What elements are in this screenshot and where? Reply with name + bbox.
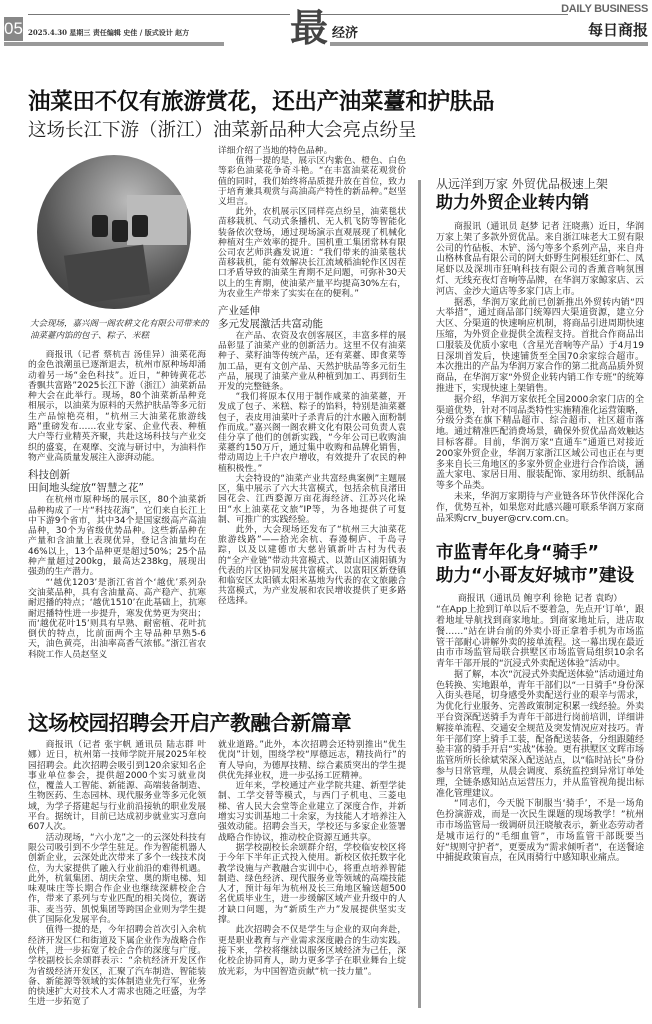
paragraph: “‘越优1203’是浙江省首个‘越优’系列杂交油菜品种，具有含油量高、高产稳产、抗寒耐迟播的特点；‘越优1510’在此基础上，抗寒耐迟播特性进一步提升，寒发优势更为突出；而‘越优花叶15’则具有早熟、耐密植、花叶抗倒伏的特点，比前面两个主导品种早熟5-6天，油色黄亮，出油率高香气浓郁。”浙江省农科院工作人员赵坚义 — [28, 577, 206, 660]
section-logo: 最 — [290, 5, 329, 50]
article3-headline — [436, 542, 644, 588]
paragraph: 据学校副校长余颂群介绍，学校临安校区将于今年下半年正式投入使用。新校区依托数字化教学设施与产教融合实训中心，将重点培养智能制造、绿色经济、现代服务业等领域的高端技能人才，预计每年为杭州及长三角地区输送超500名优质毕业生，进一步缓解区域产业升级中的人才缺口问题，为“新质生产力”发展提供坚实支撑。 — [218, 842, 406, 926]
right-column — [436, 176, 644, 864]
paragraph: 商报讯（通讯员 赵梦 记者 汪晓燕）近日，华润万家上架了多款外贸优品。来自浙江味老大工贸有限公司的竹砧板、木铲、汤勺等多个系列产品，来自舟山格林食品有限公司的阿大虾野生阿根廷红虾仁、凤尾虾以及深圳市狂响科技有限公司的香薰音响氛围灯、无线充夜灯音响等品牌，在华润万家鲸家店、云河店、金沙大道店等多家门店上市。 — [436, 222, 644, 297]
article1-column-1 — [28, 350, 206, 700]
paragraph: 就业道路。”此外，本次招聘会还特别推出“优生优岗”计划，围绕学校“厚德远志，精技尚行”的育人导向，为德厚技精、综合素质突出的学生提供优先择业权，进一步弘扬工匠精神。 — [218, 740, 406, 781]
article3-headline-line1: 市监青年化身“骑手” — [436, 543, 600, 564]
issue-meta: 2025.4.30 星期三 责任编辑 史佳 / 版式设计 赵方 — [28, 28, 190, 37]
brand-chinese: 每日商报 — [587, 21, 648, 39]
article1-subheadline: 这场长江下游（浙江）油菜新品种大会亮点纷呈 — [28, 120, 417, 141]
section-heading: 产业延伸 — [218, 305, 260, 318]
header-rule — [28, 14, 290, 15]
photo-caption: 大会现场，嘉兴阁一阁农耕文化有限公司带来的油菜薹内馅的包子、粽子、米糕 — [30, 319, 209, 341]
paragraph: 大会特设的“油菜产业共富经典案例”主题展区，集中展示了六大共富模式，包括余杭良渚田园花会、江西婺源万亩花海经济、江苏兴化垛田“水上油菜花文旅”IP等，为各地提供了可复制、可推广的实践经验。 — [218, 473, 406, 525]
photo-jar — [112, 220, 128, 242]
header-band — [4, 42, 224, 46]
paragraph: 据悉，华润万家此前已创新推出外贸转内销“四大举措”，通过商品部门统筹四大渠道资源，建立分大区、分渠道的快速响应机制，将商品引进周期快速压缩，为外贸企业提供全流程支持。首批合作商品出口服装及优质小家电（含星光音响等产品）于4月19日深圳首发后，快速铺货至全国70余家综合超市。本次推出的产品为华润万家合作的第二批高品质外贸商品，在华润万家“外贸企业转内销工作专班”的统筹推进下，实现快速上架销售。 — [436, 297, 644, 394]
article3-headline-line2: 助力“小哥友好城市”建设 — [436, 566, 635, 587]
header-band — [330, 42, 648, 46]
section-name: 经济 — [332, 26, 359, 41]
paragraph: 此外，农机展示区同样亮点纷呈，油菜毯状苗移栽机、气动式条播机、无人机飞防等智能化装备依次登场，通过现场演示直观展现了机械化种植对生产效率的提升。国机重工集团常林有限公司农艺师洪鑫发说道：“我们带来的油菜毯状苗移栽机，能有效解决长江流域稻油轮作区因茬口矛盾导致的油菜生育期不足问题，可弥补30天以上的生育期，使油菜产量平均提高30%左右，为农业生产带来了实实在在的便利。” — [218, 207, 406, 299]
article1-column-2 — [218, 146, 406, 607]
article1-photo — [37, 155, 191, 309]
paragraph: “同志们，今天脱下制服当‘骑手’，不是一场角色扮演游戏，而是一次民生课题的现场教学！”杭州市市场监管局一级调研员汪晓敏表示，新业态劳动者是城市运行的“毛细血管”，市场监管干部既要当好“规则守护者”，更要成为“需求倾听者”，在送餐途中捕捉政策盲点，在风雨骑行中感知职业痛点。 — [436, 799, 644, 864]
paragraph: 商报讯（记者 张宇帆 通讯员 陆志群 叶娜）近日，杭州第一技师学院开展2025年校园招聘会。此次招聘会吸引到120余家知名企事业单位参会，提供超2000个实习就业岗位，覆盖人工智能、新能源、高端装备制造、生物医药、生态园林、现代服务业等多元化领域，为学子搭建起与行业前沿接轨的职业发展平台。据统计，目前已达成初步就业实习意向607人次。 — [28, 740, 206, 833]
paragraph: “在App上抢到订单以后不要着急，先点开‘订单’，跟着地址导航找到商家地址。到商家地址后，进店取餐……”站在讲台前的外卖小哥正拿着手机为市场监管干部耐心讲解外卖的接单流程。这一幕出现在最近由市市场监管局联合拱墅区市场监管局组织10余名青年干部开展的“沉浸式外卖配送体验”活动中。 — [436, 605, 644, 670]
paragraph: 此次招聘会不仅是学生与企业的双向奔赴，更是职业教育与产业需求深度融合的生动实践。接下来，学校将继续以服务区域经济为己任，深化校企协同育人，助力更多学子在职业舞台上绽放光彩，为中国智造贡献“杭一技力量”。 — [218, 925, 406, 977]
section-heading: 多元发展激活共富动能 — [218, 318, 323, 331]
paragraph: 活动现场，“六小龙”之一的云深处科技有限公司吸引到不少学生驻足。作为智能机器人创新企业，云深处此次带来了多个一线技术岗位，为大家提供了融入行业前沿的难得机遇。此外，杭氧集团、胡庆余堂、奥的斯电梯、知味观味庄等长期合作企业也继续深耕校企合作，带来了系列与专业匹配的相关岗位，赛诺菲、麦当劳、凯悦集团等跨国企业则为学生提供了国际化发展平台。 — [28, 832, 206, 926]
section-heading: 田间地头绽放“智慧之花” — [28, 482, 144, 495]
paragraph: 此外，大会现场还发布了“杭州三大油菜花旅游线路”——拾光余杭、春漫桐庐、千岛寻踪，以及以建德市大慈岩镇新叶古村为代表的“全产业链”带动共富模式、以萧山区浦阳镇为代表的片区协同发展共富模式、以富阳区新登镇和临安区太阳镇太阳米基地为代表的农文旅融合共富模式，为产业发展和农民增收提供了更多路径选择。 — [218, 524, 406, 607]
article4-headline: 这场校园招聘会开启产教融合新篇章 — [28, 711, 352, 735]
article4-column-2 — [218, 740, 406, 977]
section-heading: 科技创新 — [28, 469, 70, 482]
photo-box — [64, 245, 150, 306]
paragraph: 在产品、农资及农创客展区，丰富多样的展品彰显了油菜产业的创新活力。这里不仅有油菜种子、菜籽油等传统产品，还有菜薹、即食菜等加工品，更有文创产品、天然护肤品等多元衍生产品，展现了油菜产业从种植到加工、再到衍生开发的完整链条。 — [218, 331, 406, 393]
photo-jar — [92, 215, 108, 237]
paragraph: 值得一提的是，今年招聘会首次引入余杭经济开发区仁和街道及下属企业作为战略合作伙伴，进一步拓宽了校企合作的深度与广度。学校副校长余颂群表示：“余杭经济开发区作为省级经济开发区，汇聚了汽车制造、智能装备、新能源等领域的实体制造业先行军，业务的快速扩大对技术人才需求也随之旺盛，为学生进一步拓宽了 — [28, 925, 206, 1008]
article3-byline: 商报讯（通讯员 鲍亨利 徐艳 记者 袁昀） — [457, 594, 623, 605]
paragraph: 在杭州市原种场的展示区，80个油菜新品种构成了一片“科技花海”，它们来自长江上中下游9个省市，其中34个是国家级高产高油品种，30个为省级优势品种。这些新品种在产量和含油量上表现优异，登记含油量均在46%以上，13个品种更是超过50%；25个品种产量超过200kg，最高达238kg，展现出强劲的生产潜力。 — [28, 495, 206, 578]
paragraph: 商报讯（记者 蔡杭吉 汤佳异）油菜花海的金色浪潮虽已逐渐退去，杭州市原种场却涌动着另一场“金色科技”。近日，“种铸黄花芯 香飘共富路”2025长江下游（浙江）油菜新品种大会在此举行。现场，80个油菜新品种竞相展示，以油菜为原料的天然护肤品等多元衍生产品惊艳亮相，“杭州三大油菜花旅游线路”重磅发布……农业专家、企业代表、种植大户等行业精英齐聚，共赴这场科技与产业交织的盛宴，在观摩、交流与研讨中，为油料作物产业高质量发展注入澎湃动能。 — [28, 350, 206, 463]
paragraph: “我们将原本仅用于制作咸菜的油菜薹，开发成了包子、米糕、粽子的馅料，特别是油菜薹包子，表皮用油菜叶子杀青后的汁水融入面粉制作而成。”嘉兴阁一阁农耕文化有限公司负责人袁佳分享了他们的创新实践，“今年公司已收购油菜薹约150万斤，通过集中收购和品牌化销售，带动周边上千户农户增收，有效提升了农民的种植积极性。” — [218, 392, 406, 474]
paragraph: 据介绍，华润万家依托全国2000余家门店的全渠道优势，针对不同品类特性实施精准化运营策略，分级分类在旗下精品超市、综合超市、社区超市落地。通过精准匹配消费场景，确保外贸优品高效触达目标客群。目前，华润万家“直通车”通道已对接近200家外贸企业，华润万家浙江区域公司也正在与更多来自长三角地区的多家外贸企业进行合作洽谈，涵盖大家电、家居日用、服装配饰、家用纺织、纸制品等多个品类。 — [436, 394, 644, 492]
paragraph: 近年来，学校通过产业学院共建、新型学徒制、工学交替等模式，与西门子机电、三菱电梯、省人民大会堂等企业建立了深度合作，并新增实习实训基地二十余家，为技能人才培养注入强效动能。招聘会当天，学校还与多家企业签署战略合作协议，推动校企资源互通共享。 — [218, 781, 406, 843]
paragraph: 详细介绍了当地的特色品种。 — [218, 146, 333, 156]
page-number: 05 — [4, 17, 23, 41]
header-rule — [318, 14, 568, 15]
article4-column-1 — [28, 740, 206, 1008]
photo-jar — [132, 215, 148, 237]
column-divider — [418, 180, 421, 1008]
article1-headline: 油菜田不仅有旅游赏花，还出产油菜薹和护肤品 — [28, 89, 495, 115]
article2-subheadline: 从远洋到万家 外贸优品极速上架 — [436, 177, 608, 191]
paragraph: 未来，华润万家期待与产业链各环节伙伴深化合作，优势互补，如果您对此感兴趣可联系华润万家商品采购crv_buyer@crv.com.cn。 — [436, 491, 644, 524]
article2-headline: 助力外贸企业转内销 — [436, 193, 589, 213]
brand-english: DAILY BUSINESS — [561, 3, 648, 15]
paragraph: 值得一提的是，展示区内紫色、橙色、白色等彩色油菜花争奇斗艳。“在丰富油菜花观赏价值的同时，我们始终将品质提升放在首位，致力于培育兼具观赏与高油高产特性的新品种。”赵坚义坦言。 — [218, 156, 406, 208]
paragraph: 据了解，本次“沉浸式外卖配送体验”活动通过角色转换、实地跟单，青年干部们以“一日骑手”身份深入街头巷尾，切身感受外卖配送行业的艰辛与需求，为优化行业服务、完善政策制定积累一线经验。外卖平台资深配送骑手为青年干部进行岗前培训，详细讲解接单流程、交通安全规范及突发情况应对技巧。青年干部们穿上骑手工装，配备配送装备，分组跟随经验丰富的骑手开启“实战”体验。更有拱墅区文晖市场监管所所长徐斌荣深入配送站点，以“临时站长”身份参与日常管理，从晨会调度、系统监控到异常订单处理，全链条感知站点运营压力，并从监管视角提出标准化管理建议。 — [436, 669, 644, 799]
